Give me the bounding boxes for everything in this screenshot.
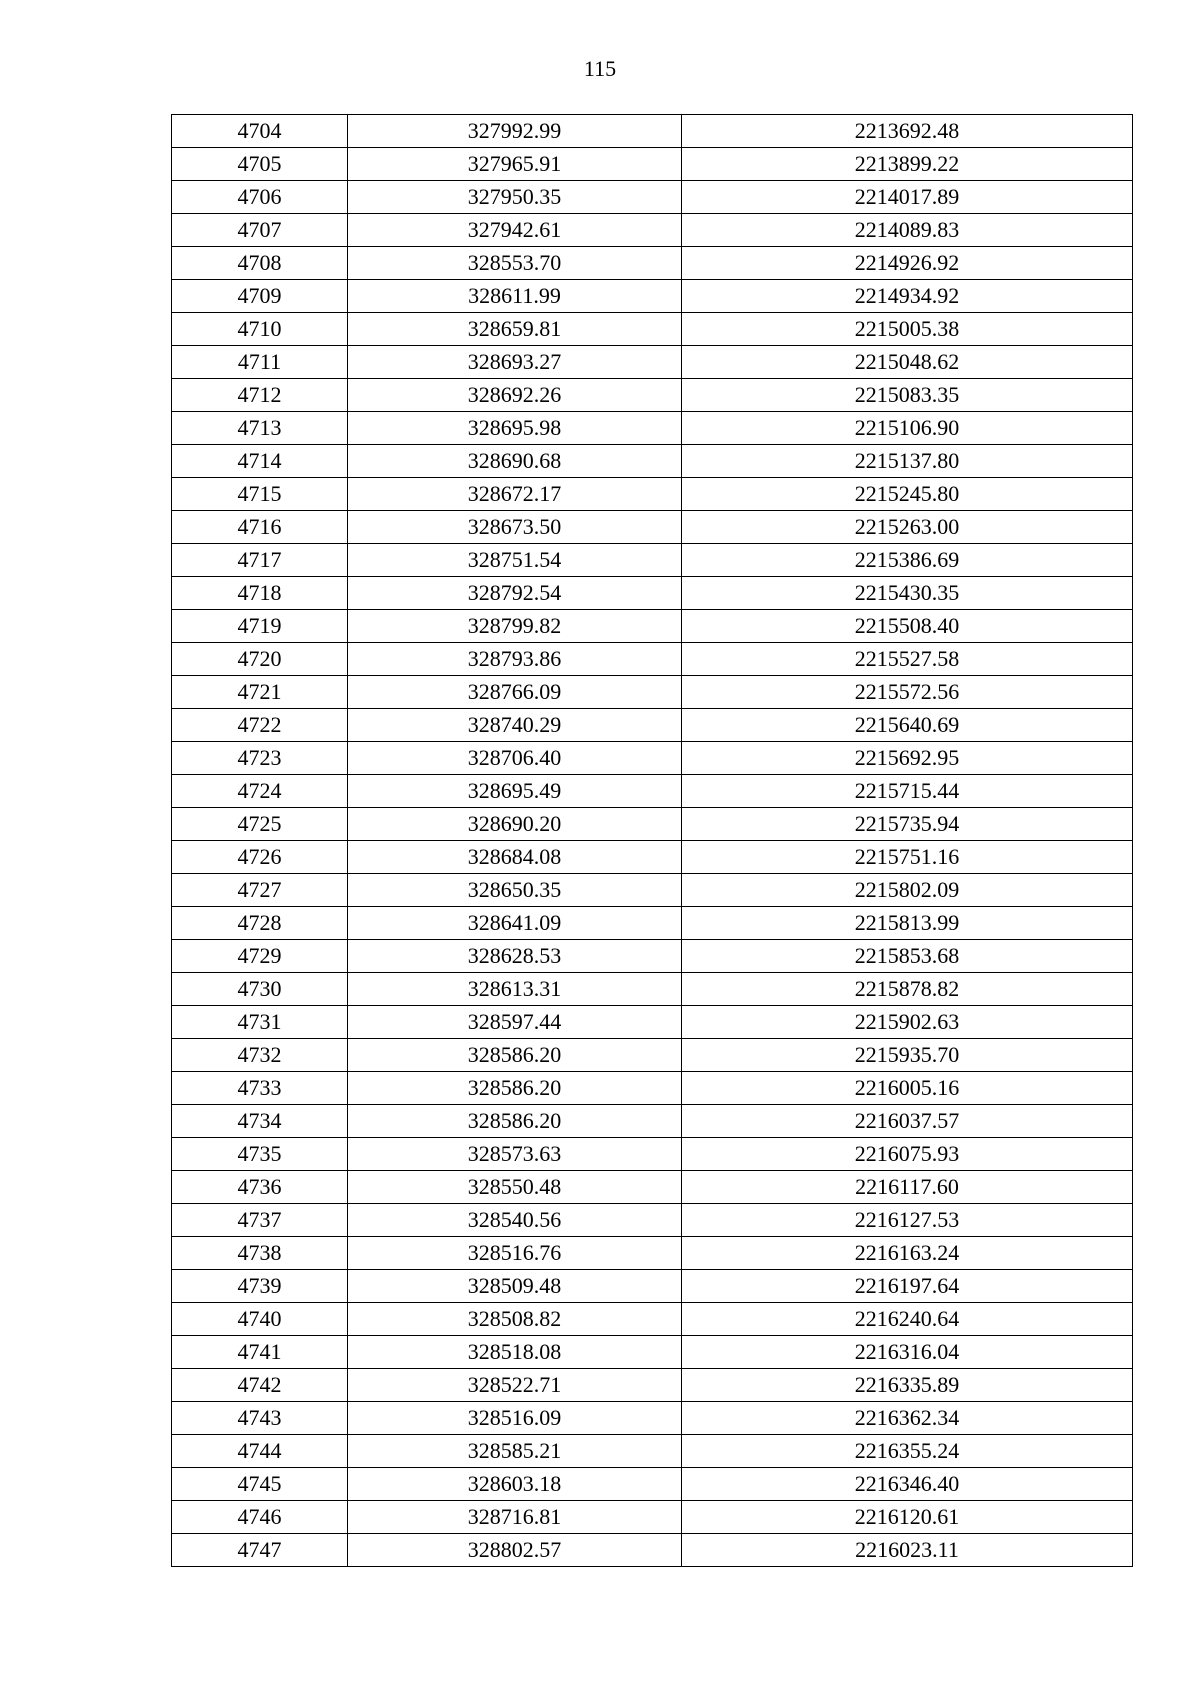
- y-coordinate-cell: 2216346.40: [682, 1468, 1133, 1501]
- table-row: [172, 874, 1133, 907]
- point-number-cell: 4743: [172, 1402, 348, 1435]
- y-coordinate-cell: 2216005.16: [682, 1072, 1133, 1105]
- x-coordinate-cell: 328766.09: [348, 676, 682, 709]
- y-coordinate-cell: 2215572.56: [682, 676, 1133, 709]
- y-coordinate-cell: 2216316.04: [682, 1336, 1133, 1369]
- point-number-cell: 4705: [172, 148, 348, 181]
- table-row: [172, 148, 1133, 181]
- y-coordinate-cell: 2215853.68: [682, 940, 1133, 973]
- x-coordinate-cell: 328597.44: [348, 1006, 682, 1039]
- y-coordinate-cell: 2215263.00: [682, 511, 1133, 544]
- x-coordinate-cell: 328793.86: [348, 643, 682, 676]
- y-coordinate-cell: 2216335.89: [682, 1369, 1133, 1402]
- y-coordinate-cell: 2215735.94: [682, 808, 1133, 841]
- table-row: [172, 1237, 1133, 1270]
- point-number-cell: 4747: [172, 1534, 348, 1567]
- point-number-cell: 4706: [172, 181, 348, 214]
- y-coordinate-cell: 2216127.53: [682, 1204, 1133, 1237]
- y-coordinate-cell: 2213899.22: [682, 148, 1133, 181]
- y-coordinate-cell: 2216075.93: [682, 1138, 1133, 1171]
- y-coordinate-cell: 2215083.35: [682, 379, 1133, 412]
- table-row: [172, 643, 1133, 676]
- table-row: [172, 1171, 1133, 1204]
- x-coordinate-cell: 328799.82: [348, 610, 682, 643]
- x-coordinate-cell: 328518.08: [348, 1336, 682, 1369]
- table-row: [172, 1303, 1133, 1336]
- point-number-cell: 4710: [172, 313, 348, 346]
- x-coordinate-cell: 327942.61: [348, 214, 682, 247]
- y-coordinate-cell: 2215048.62: [682, 346, 1133, 379]
- y-coordinate-cell: 2216362.34: [682, 1402, 1133, 1435]
- point-number-cell: 4720: [172, 643, 348, 676]
- x-coordinate-cell: 328672.17: [348, 478, 682, 511]
- point-number-cell: 4715: [172, 478, 348, 511]
- table-row: [172, 280, 1133, 313]
- table-row: [172, 247, 1133, 280]
- x-coordinate-cell: 328516.09: [348, 1402, 682, 1435]
- y-coordinate-cell: 2215902.63: [682, 1006, 1133, 1039]
- table-row: [172, 676, 1133, 709]
- point-number-cell: 4724: [172, 775, 348, 808]
- table-row: [172, 907, 1133, 940]
- x-coordinate-cell: 328740.29: [348, 709, 682, 742]
- point-number-cell: 4721: [172, 676, 348, 709]
- y-coordinate-cell: 2215715.44: [682, 775, 1133, 808]
- y-coordinate-cell: 2215751.16: [682, 841, 1133, 874]
- point-number-cell: 4707: [172, 214, 348, 247]
- table-row: [172, 445, 1133, 478]
- table-row: [172, 1105, 1133, 1138]
- point-number-cell: 4745: [172, 1468, 348, 1501]
- table-row: [172, 709, 1133, 742]
- x-coordinate-cell: 328706.40: [348, 742, 682, 775]
- table-row: [172, 181, 1133, 214]
- x-coordinate-cell: 328695.49: [348, 775, 682, 808]
- table-row: [172, 775, 1133, 808]
- table-row: [172, 1501, 1133, 1534]
- x-coordinate-cell: 328684.08: [348, 841, 682, 874]
- x-coordinate-cell: 328641.09: [348, 907, 682, 940]
- x-coordinate-cell: 328751.54: [348, 544, 682, 577]
- table-row: [172, 1006, 1133, 1039]
- point-number-cell: 4732: [172, 1039, 348, 1072]
- point-number-cell: 4741: [172, 1336, 348, 1369]
- table-row: [172, 610, 1133, 643]
- y-coordinate-cell: 2215935.70: [682, 1039, 1133, 1072]
- table-row: [172, 379, 1133, 412]
- point-number-cell: 4711: [172, 346, 348, 379]
- y-coordinate-cell: 2216163.24: [682, 1237, 1133, 1270]
- point-number-cell: 4731: [172, 1006, 348, 1039]
- x-coordinate-cell: 328585.21: [348, 1435, 682, 1468]
- point-number-cell: 4733: [172, 1072, 348, 1105]
- table-row: [172, 1039, 1133, 1072]
- y-coordinate-cell: 2215692.95: [682, 742, 1133, 775]
- point-number-cell: 4740: [172, 1303, 348, 1336]
- y-coordinate-cell: 2215137.80: [682, 445, 1133, 478]
- y-coordinate-cell: 2216240.64: [682, 1303, 1133, 1336]
- y-coordinate-cell: 2214926.92: [682, 247, 1133, 280]
- y-coordinate-cell: 2216120.61: [682, 1501, 1133, 1534]
- coordinates-table: [171, 114, 1133, 1567]
- point-number-cell: 4713: [172, 412, 348, 445]
- x-coordinate-cell: 328690.20: [348, 808, 682, 841]
- y-coordinate-cell: 2216037.57: [682, 1105, 1133, 1138]
- x-coordinate-cell: 328802.57: [348, 1534, 682, 1567]
- table-row: [172, 313, 1133, 346]
- table-row: [172, 511, 1133, 544]
- y-coordinate-cell: 2215878.82: [682, 973, 1133, 1006]
- x-coordinate-cell: 328550.48: [348, 1171, 682, 1204]
- table-row: [172, 1402, 1133, 1435]
- y-coordinate-cell: 2213692.48: [682, 115, 1133, 148]
- coordinates-table-body: [172, 115, 1133, 1567]
- y-coordinate-cell: 2215640.69: [682, 709, 1133, 742]
- table-row: [172, 115, 1133, 148]
- table-row: [172, 1138, 1133, 1171]
- point-number-cell: 4729: [172, 940, 348, 973]
- point-number-cell: 4744: [172, 1435, 348, 1468]
- table-row: [172, 940, 1133, 973]
- x-coordinate-cell: 328516.76: [348, 1237, 682, 1270]
- table-row: [172, 544, 1133, 577]
- point-number-cell: 4739: [172, 1270, 348, 1303]
- x-coordinate-cell: 328509.48: [348, 1270, 682, 1303]
- x-coordinate-cell: 328573.63: [348, 1138, 682, 1171]
- x-coordinate-cell: 328611.99: [348, 280, 682, 313]
- x-coordinate-cell: 328693.27: [348, 346, 682, 379]
- table-row: [172, 1072, 1133, 1105]
- y-coordinate-cell: 2215245.80: [682, 478, 1133, 511]
- x-coordinate-cell: 328586.20: [348, 1072, 682, 1105]
- x-coordinate-cell: 328650.35: [348, 874, 682, 907]
- x-coordinate-cell: 328508.82: [348, 1303, 682, 1336]
- table-row: [172, 1369, 1133, 1402]
- x-coordinate-cell: 328792.54: [348, 577, 682, 610]
- x-coordinate-cell: 327965.91: [348, 148, 682, 181]
- table-row: [172, 1435, 1133, 1468]
- x-coordinate-cell: 328553.70: [348, 247, 682, 280]
- point-number-cell: 4735: [172, 1138, 348, 1171]
- x-coordinate-cell: 328659.81: [348, 313, 682, 346]
- point-number-cell: 4746: [172, 1501, 348, 1534]
- point-number-cell: 4726: [172, 841, 348, 874]
- y-coordinate-cell: 2215430.35: [682, 577, 1133, 610]
- table-row: [172, 412, 1133, 445]
- x-coordinate-cell: 328522.71: [348, 1369, 682, 1402]
- x-coordinate-cell: 328613.31: [348, 973, 682, 1006]
- point-number-cell: 4728: [172, 907, 348, 940]
- point-number-cell: 4734: [172, 1105, 348, 1138]
- point-number-cell: 4716: [172, 511, 348, 544]
- x-coordinate-cell: 328603.18: [348, 1468, 682, 1501]
- point-number-cell: 4717: [172, 544, 348, 577]
- point-number-cell: 4709: [172, 280, 348, 313]
- table-row: [172, 1336, 1133, 1369]
- x-coordinate-cell: 327950.35: [348, 181, 682, 214]
- table-row: [172, 478, 1133, 511]
- table-row: [172, 742, 1133, 775]
- y-coordinate-cell: 2215813.99: [682, 907, 1133, 940]
- point-number-cell: 4727: [172, 874, 348, 907]
- y-coordinate-cell: 2215508.40: [682, 610, 1133, 643]
- x-coordinate-cell: 328673.50: [348, 511, 682, 544]
- table-row: [172, 1270, 1133, 1303]
- y-coordinate-cell: 2215106.90: [682, 412, 1133, 445]
- point-number-cell: 4719: [172, 610, 348, 643]
- y-coordinate-cell: 2215527.58: [682, 643, 1133, 676]
- table-row: [172, 1468, 1133, 1501]
- x-coordinate-cell: 328690.68: [348, 445, 682, 478]
- y-coordinate-cell: 2215005.38: [682, 313, 1133, 346]
- point-number-cell: 4712: [172, 379, 348, 412]
- x-coordinate-cell: 328692.26: [348, 379, 682, 412]
- point-number-cell: 4704: [172, 115, 348, 148]
- table-row: [172, 346, 1133, 379]
- point-number-cell: 4723: [172, 742, 348, 775]
- table-row: [172, 808, 1133, 841]
- y-coordinate-cell: 2215386.69: [682, 544, 1133, 577]
- point-number-cell: 4742: [172, 1369, 348, 1402]
- x-coordinate-cell: 328716.81: [348, 1501, 682, 1534]
- table-row: [172, 841, 1133, 874]
- point-number-cell: 4730: [172, 973, 348, 1006]
- y-coordinate-cell: 2216355.24: [682, 1435, 1133, 1468]
- y-coordinate-cell: 2216117.60: [682, 1171, 1133, 1204]
- x-coordinate-cell: 328695.98: [348, 412, 682, 445]
- point-number-cell: 4718: [172, 577, 348, 610]
- table-row: [172, 577, 1133, 610]
- y-coordinate-cell: 2216197.64: [682, 1270, 1133, 1303]
- x-coordinate-cell: 327992.99: [348, 115, 682, 148]
- y-coordinate-cell: 2214017.89: [682, 181, 1133, 214]
- y-coordinate-cell: 2216023.11: [682, 1534, 1133, 1567]
- x-coordinate-cell: 328586.20: [348, 1039, 682, 1072]
- y-coordinate-cell: 2215802.09: [682, 874, 1133, 907]
- point-number-cell: 4736: [172, 1171, 348, 1204]
- y-coordinate-cell: 2214089.83: [682, 214, 1133, 247]
- x-coordinate-cell: 328586.20: [348, 1105, 682, 1138]
- point-number-cell: 4738: [172, 1237, 348, 1270]
- point-number-cell: 4725: [172, 808, 348, 841]
- page-number: 115: [583, 56, 617, 81]
- table-row: [172, 214, 1133, 247]
- point-number-cell: 4722: [172, 709, 348, 742]
- table-row: [172, 973, 1133, 1006]
- point-number-cell: 4714: [172, 445, 348, 478]
- x-coordinate-cell: 328628.53: [348, 940, 682, 973]
- table-row: [172, 1534, 1133, 1567]
- point-number-cell: 4737: [172, 1204, 348, 1237]
- point-number-cell: 4708: [172, 247, 348, 280]
- table-row: [172, 1204, 1133, 1237]
- y-coordinate-cell: 2214934.92: [682, 280, 1133, 313]
- x-coordinate-cell: 328540.56: [348, 1204, 682, 1237]
